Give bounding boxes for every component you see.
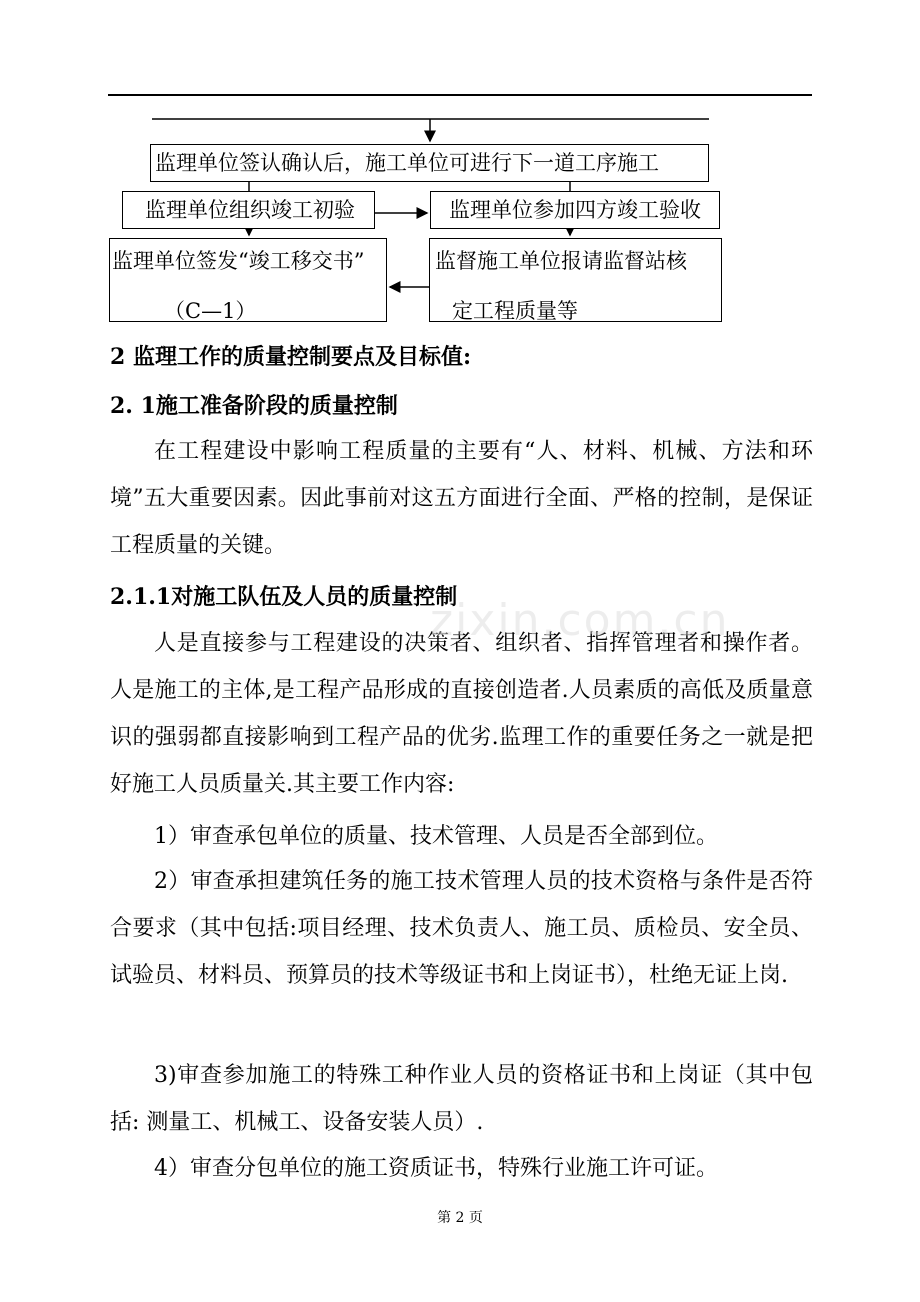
list-item-2: 2）审查承担建筑任务的施工技术管理人员的技术资格与条件是否符合要求（其中包括:项目经理、技术负责人、施工员、质检员、安全员、试验员、材料员、预算员的技术等级证书和上岗证书），杜绝无证上岗. — [110, 869, 813, 988]
box4-line1: 监理单位签发“竣工移交书” — [112, 249, 365, 273]
box3-text: 监理单位参加四方竣工验收 — [449, 198, 701, 222]
paragraph-2-1-1: 人是直接参与工程建设的决策者、组织者、指挥管理者和操作者。人是施工的主体,是工程产品形成的直接创造者.人员素质的高低及质量意识的强弱都直接影响到工程产品的优劣.监理工作的重要任务之一就是把好施工人员质量关.其主要工作内容: — [110, 631, 813, 797]
section-2-heading: 2 监理工作的质量控制要点及目标值: — [110, 344, 472, 370]
box1-text: 监理单位签认确认后，施工单位可进行下一道工序施工 — [155, 151, 659, 175]
box5-line1: 监督施工单位报请监督站核 — [435, 249, 687, 273]
flowchart-box-sign-off — [150, 144, 709, 182]
flowchart-box-four-party-acceptance — [430, 191, 720, 229]
flowchart-box-handover — [109, 238, 387, 322]
flowchart-box-initial-inspection — [122, 191, 375, 229]
flowchart-box-supervision-station — [429, 238, 722, 322]
section-2-1-1-heading: 2.1.1对施工队伍及人员的质量控制 — [110, 584, 458, 610]
list-item-3: 3)审查参加施工的特殊工种作业人员的资格证书和上岗证（其中包括: 测量工、机械工、设备安装人员）. — [110, 1063, 813, 1135]
box4-line2: （C—1） — [164, 299, 257, 322]
paragraph-2-1: 在工程建设中影响工程质量的主要有“人、材料、机械、方法和环境”五大重要因素。因此事前对这五方面进行全面、严格的控制，是保证工程质量的关键。 — [110, 439, 813, 558]
list-item-1: 1）审查承包单位的质量、技术管理、人员是否全部到位。 — [154, 824, 718, 849]
box5-line2: 定工程质量等 — [452, 299, 578, 322]
box2-text: 监理单位组织竣工初验 — [145, 198, 355, 222]
watermark: zixin.com.cn — [430, 595, 730, 646]
section-2-1-heading: 2. 1施工准备阶段的质量控制 — [110, 393, 398, 419]
list-item-4: 4）审查分包单位的施工资质证书，特殊行业施工许可证。 — [154, 1156, 718, 1181]
page-number-footer: 第 2 页 — [437, 1210, 483, 1226]
